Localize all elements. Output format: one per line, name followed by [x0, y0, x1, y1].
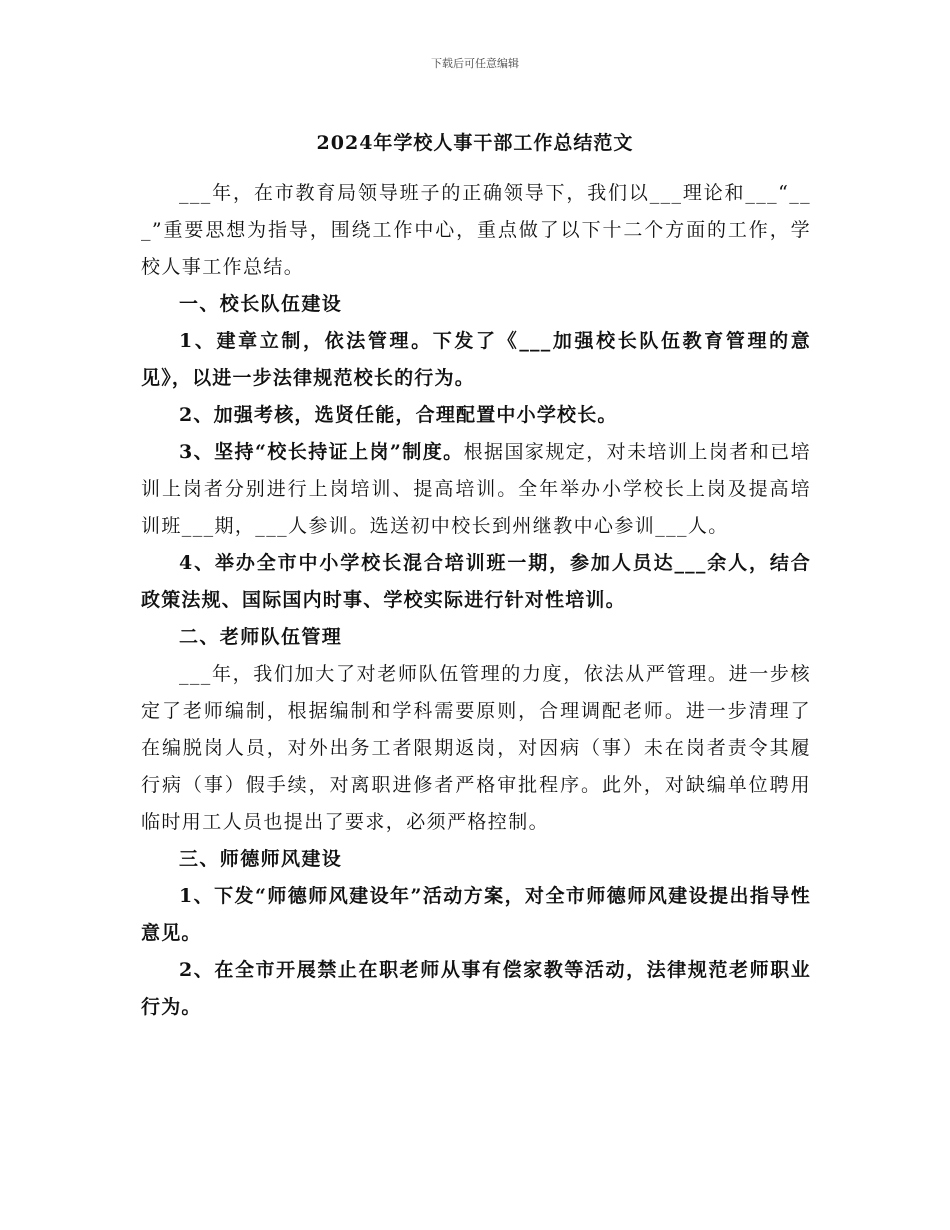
item-training-class: 4、举办全市中小学校长混合培训班一期，参加人员达___余人，结合政策法规、国际国内时事、学校实际进行针对性培训。: [141, 552, 811, 611]
item-paid-tutoring-ban: 2、在全市开展禁止在职老师从事有偿家教等活动，法律规范老师职业行为。: [141, 959, 811, 1018]
item-certification-body: 根据国家规定，对未培训上岗者和已培训上岗者分别进行上岗培训、提高培训。全年举办小学校长上岗及提高培训班___期，___人参训。选送初中校长到州继教中心参训___人。: [141, 441, 811, 537]
item-ethics-plan: 1、下发“师德师风建设年”活动方案，对全市师德师风建设提出指导性意见。: [141, 885, 811, 944]
page-header-note: 下载后可任意编辑: [431, 57, 519, 70]
teacher-management-paragraph: ___年，我们加大了对老师队伍管理的力度，依法从严管理。进一步核定了老师编制，根据编制和学科需要原则，合理调配老师。进一步清理了在编脱岗人员，对外出务工者限期返岗，对因病（事）未在岗者责令其履行病（事）假手续，对离职进修者严格审批程序。此外，对缺编单位聘用临时用工人员也提出了要求，必须严格控制。: [141, 663, 811, 833]
intro-paragraph: ___年，在市教育局领导班子的正确领导下，我们以___理论和___“___”重要思想为指导，围绕工作中心，重点做了以下十二个方面的工作，学校人事工作总结。: [141, 182, 811, 278]
item-rules-management: 1、建章立制，依法管理。下发了《___加强校长队伍教育管理的意见》，以进一步法律规范校长的行为。: [141, 330, 811, 389]
item-assessment: 2、加强考核，选贤任能，合理配置中小学校长。: [179, 404, 618, 426]
document-body: [141, 175, 811, 1026]
section-heading-teacher-management: 二、老师队伍管理: [179, 626, 343, 648]
item-certification-lead: 3、坚持“校长持证上岗”制度。: [179, 441, 464, 463]
section-heading-principal-team: 一、校长队伍建设: [179, 293, 343, 315]
item-certification: [141, 434, 811, 545]
section-heading-ethics: 三、师德师风建设: [179, 848, 343, 870]
document-title: 2024年学校人事干部工作总结范文: [316, 132, 634, 154]
